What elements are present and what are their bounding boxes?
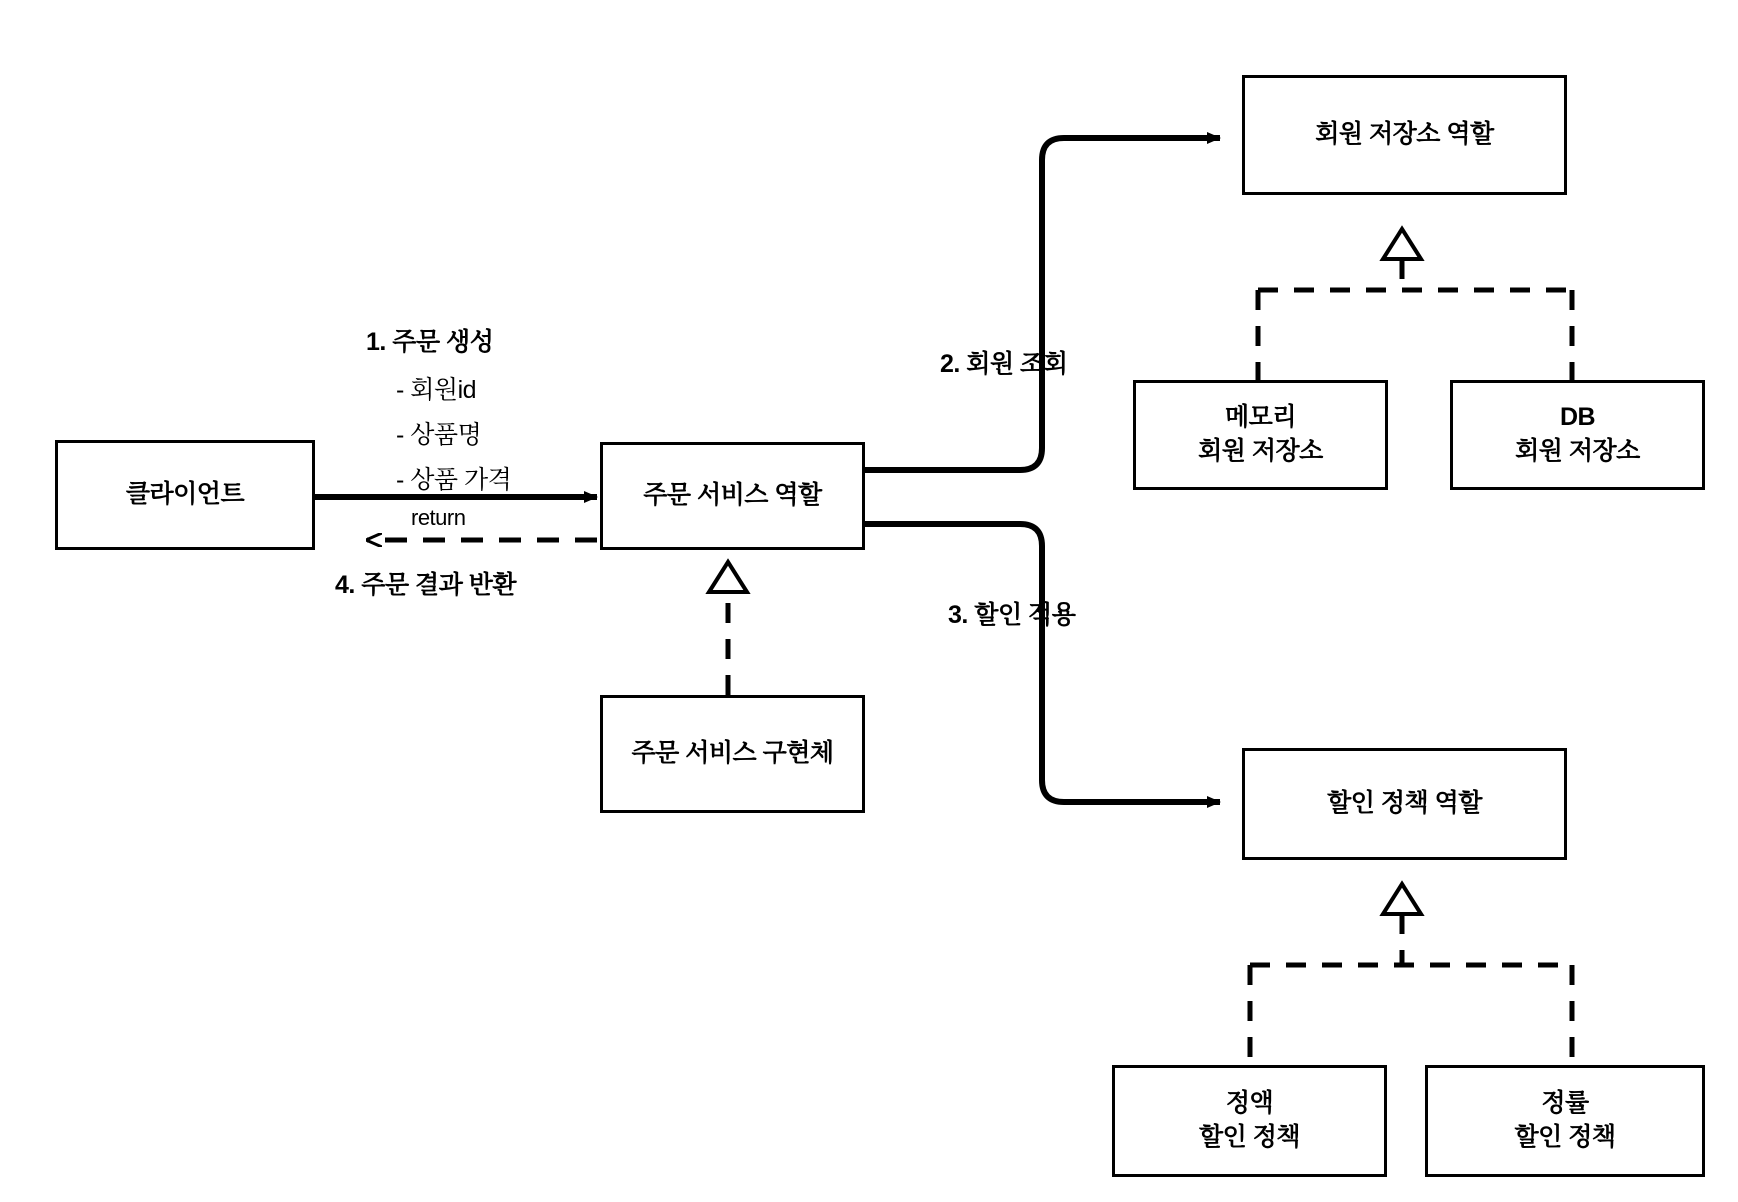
box-db-member-repository-line1: DB: [1559, 403, 1596, 432]
box-discount-policy-role[interactable]: [1242, 748, 1567, 860]
box-db-member-repository-line2: 회원 저장소: [1515, 437, 1640, 465]
box-order-service-role[interactable]: [600, 442, 865, 550]
box-rate-discount-policy-line2: 할인 정책: [1514, 1123, 1616, 1151]
label-return: return: [411, 505, 466, 530]
box-member-repository-role[interactable]: [1242, 75, 1567, 195]
label-step3: 3. 할인 적용: [948, 601, 1076, 629]
label-step1-item-product-name: - 상품명: [396, 421, 482, 449]
box-fix-discount-policy[interactable]: [1112, 1065, 1387, 1177]
box-order-service-impl-label: 주문 서비스 구현체: [631, 739, 834, 768]
box-memory-member-repository-line1: 메모리: [1225, 403, 1296, 432]
label-step4: 4. 주문 결과 반환: [335, 571, 517, 599]
box-db-member-repository[interactable]: [1450, 380, 1705, 490]
label-step2: 2. 회원 조회: [940, 350, 1068, 378]
box-memory-member-repository[interactable]: [1133, 380, 1388, 490]
box-rate-discount-policy[interactable]: [1425, 1065, 1705, 1177]
box-order-service-impl[interactable]: [600, 695, 865, 813]
box-member-repository-role-label: 회원 저장소 역할: [1315, 120, 1494, 149]
box-order-service-role-label: 주문 서비스 역할: [643, 481, 822, 510]
box-fix-discount-policy-line2: 할인 정책: [1198, 1123, 1301, 1151]
box-client-label: 클라이언트: [125, 480, 245, 509]
box-client[interactable]: [55, 440, 315, 550]
box-memory-member-repository-line2: 회원 저장소: [1198, 437, 1323, 465]
label-step1-item-member-id: - 회원id: [396, 376, 477, 404]
label-step1-title: 1. 주문 생성: [366, 328, 494, 356]
box-fix-discount-policy-line1: 정액: [1225, 1089, 1274, 1118]
box-rate-discount-policy-line1: 정률: [1541, 1089, 1589, 1118]
label-step1-item-product-price: - 상품 가격: [396, 466, 512, 494]
box-discount-policy-role-label: 할인 정책 역할: [1327, 789, 1482, 818]
